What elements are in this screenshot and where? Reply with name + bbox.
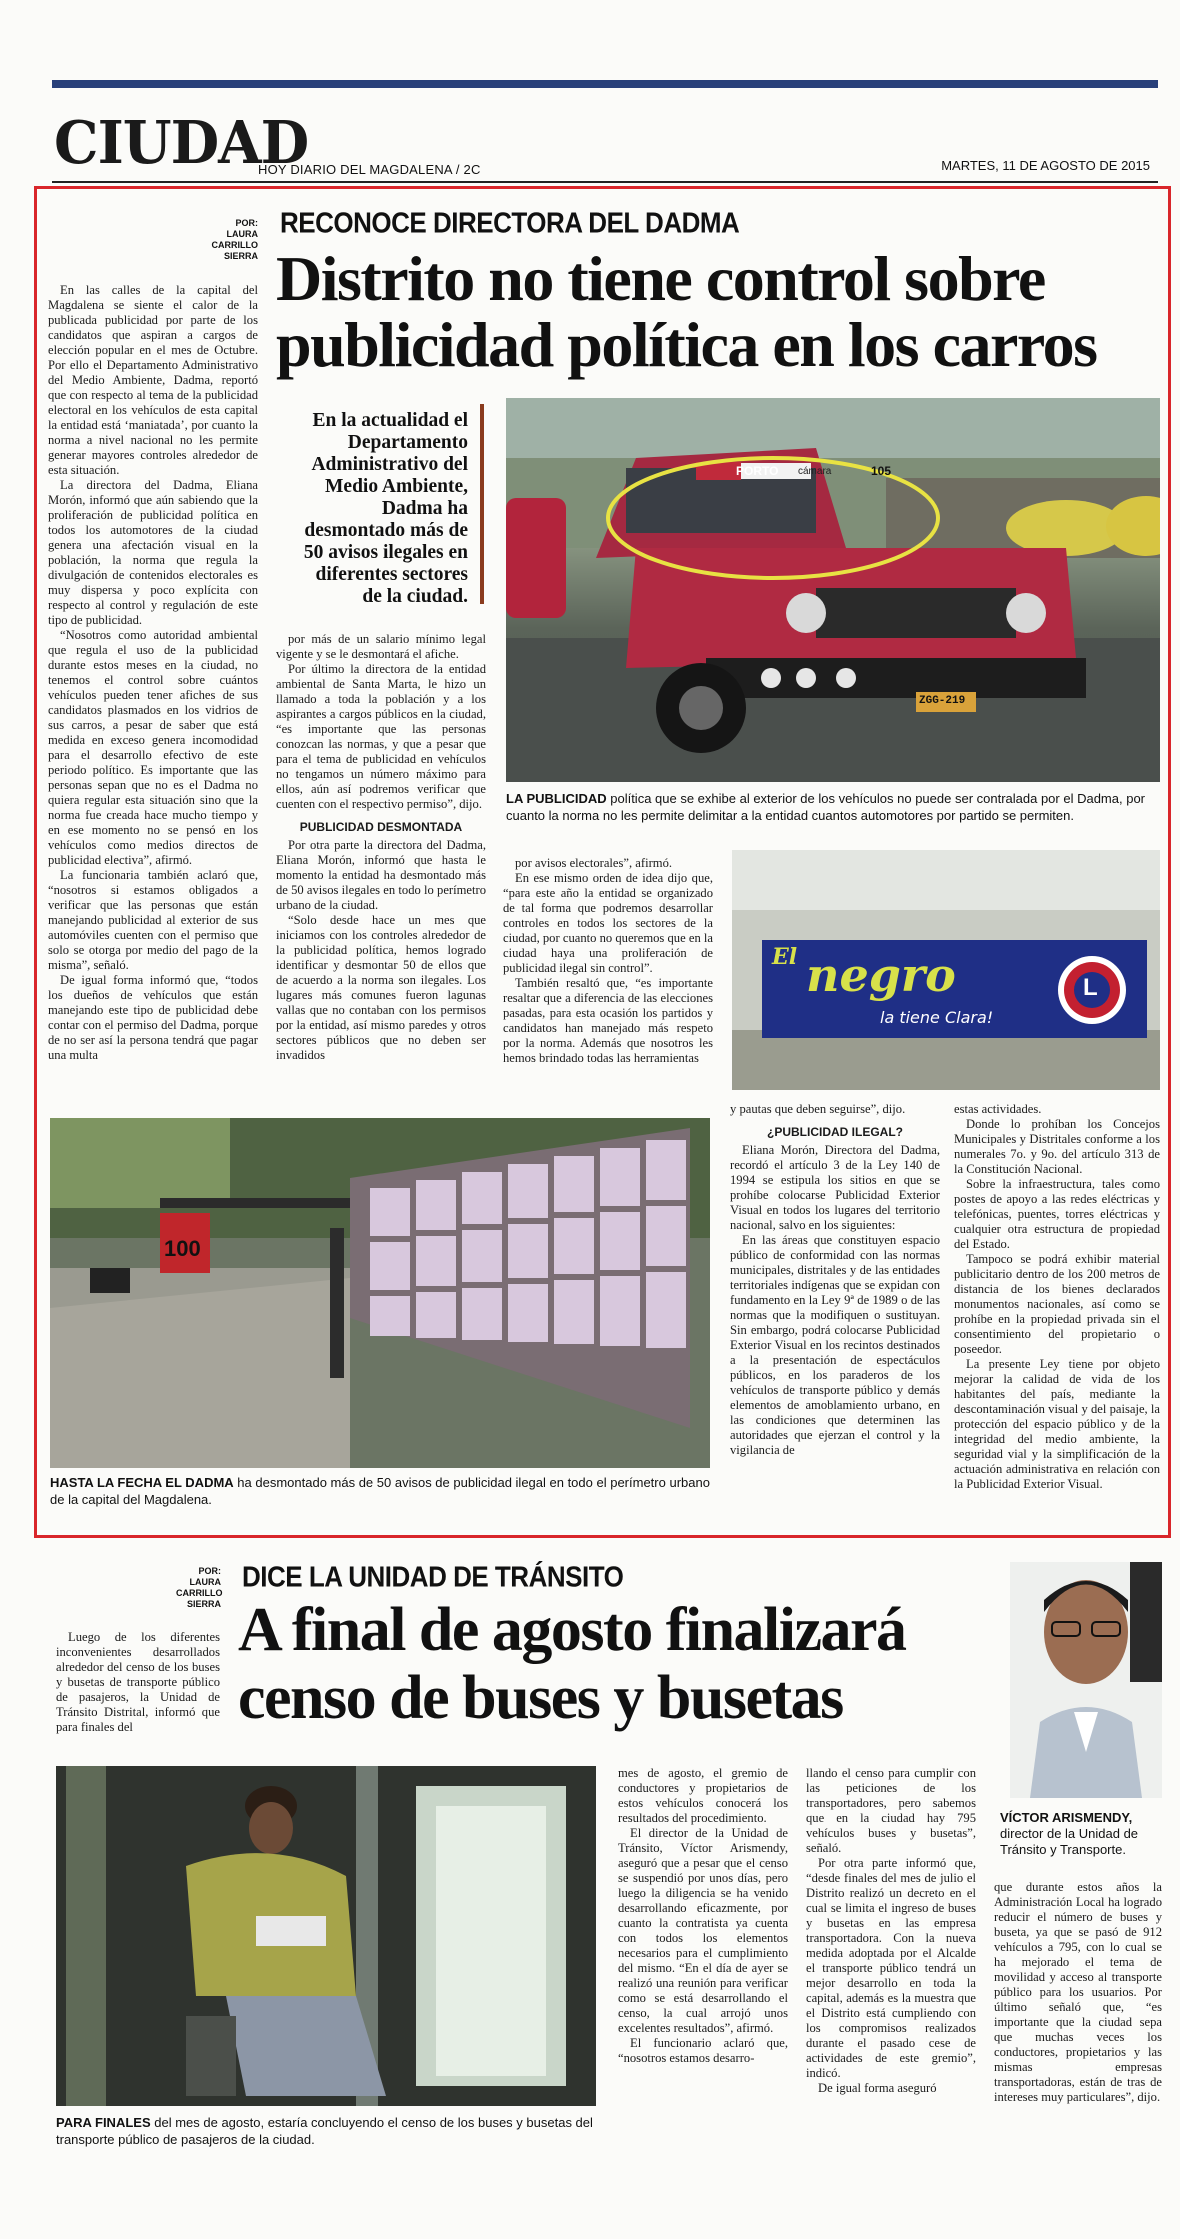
car-sign-number: 105 (871, 464, 892, 478)
portrait-photo (1010, 1562, 1162, 1798)
wall-banner-photo (732, 850, 1160, 1090)
subhead-publicidad-desmontada: PUBLICIDAD DESMONTADA (299, 820, 463, 834)
wall-photo-caption: HASTA LA FECHA EL DADMA ha desmontado más de 50 avisos de publicidad ilegal en todo el perímetro urbano de la capital del Magdalena. (50, 1475, 710, 1507)
subhead-publicidad-ilegal: ¿PUBLICIDAD ILEGAL? (767, 1125, 903, 1139)
car-sign-text: PORTO (736, 464, 779, 478)
masthead-rule (52, 181, 1158, 183)
banner-logo: L (1083, 974, 1098, 1001)
car-plate: ZGG-219 (919, 695, 966, 707)
car-photo-caption: LA PUBLICIDAD política que se exhibe al exterior de los vehículos no puede ser contralada por el Dadma, por cuanto la norma no les permite delimitar a la entidad cuantos automotores por partido se permiten. (506, 791, 1146, 823)
article2-column-3: llando el censo para cumplir con las peticiones de los transportadores, pero sabemos que en la ciudad hay 795 vehículos buses y busetas”, señaló. Por otra parte informó que, “desde finales del mes de julio el Distrito realizó un decreto en el cual se limita el ingreso de buses y busetas en las empresa transportadora. Con la nueva medida adoptada por el Alcalde el transporte público tendrá un mejor desarrollo en toda la capital, además es la muestra que el Distrito está cumpliendo con los compromisos realizados durante el pasado cese de actividades de este gremio”, indicó. De igual forma aseguró (806, 1766, 976, 2095)
newspaper-name: HOY DIARIO DEL MAGDALENA / 2C (258, 162, 481, 177)
poster-wall-photo (50, 1118, 710, 1468)
article1-column-5: estas actividades. Donde lo prohíban los Concejos Municipales y Distritales conforme a los numerales 7o. y 9o. del artículo 313 de la Constitución Nacional. Sobre la infraestructura, tales como postes de apoyo a las redes eléctricas y telefónicas, puentes, torres eléctricas y cualquier otra estructura de propiedad del Estado. Tampoco se podrá exhibir material publicitario dentro de los 200 metros de distancia de los bienes declarados monumentos nacionales, así como se prohíbe en la propiedad privada sin el consentimiento del propietario o poseedor. La presente Ley tiene por objeto mejorar la calidad de vida de los habitantes del país, mediante la descontaminación visual y del paisaje, la protección del espacio público y de la integridad del medio ambiente, la seguridad vial y la simplificación de la actuación administrativa en relación con la Publicidad Exterior Visual. (954, 1102, 1160, 1491)
banner-text-el: El (772, 944, 798, 970)
article1-column-1: En las calles de la capital del Magdalena se siente el calor de la publicada publicidad por parte de los candidatos que aspiran a cargos de elección popular en el mes de Octubre. Por ello el Departamento Administrativo del Medio Ambiente, Dadma, reportó que con respecto al tema de la publicidad electoral en los vehículos de esta capital la entidad está ‘maniatada’, por cuanto la norma a nivel nacional no les permite generar mayores controles alrededor de esta situación. La directora del Dadma, Eliana Morón, informó que aún sabiendo que la proliferación de publicidad política en todos los automotores de la ciudad genera una afectación visual en la población, la norma que regula la divulgación de contenidos electorales es muy dispersa y poco explícita con respecto al control y regulación de este tipo de publicidad. “Nosotros como autoridad ambiental que regula el uso de la publicidad durante estos meses en la ciudad, no tenemos el control sobre cuántos vehículos pueden tener afiches de sus candidatos plasmados en los vidrios de sus carros, a pesar de saber que está medida en exceso genera incomodidad para el desarrollo efectivo de este periodo político. Es importante que las personas sepan que no es el Dadma no quiera regular esta situación sino que la norma fue creada hace mucho tiempo y en ese momento no se pensó en los vehículos como medios directos de publicidad electiva”, afirmó. La funcionaria también aclaró que, “nosotros si estamos obligados a verificar que las personas que están manejando publicidad al exterior de sus automóviles cuenten con el permiso que solo se otorga por medio del pago de la misma”, señaló. De igual forma informó que, “todos los dueños de vehículos que están manejando este tipo de publicidad debe contar con el permiso del Dadma, porque de no ser así la persona tendrá que pagar una multa (48, 283, 258, 1062)
banner-text-negro: negro (806, 948, 956, 1002)
banner-text-slogan: la tiene Clara! (880, 1008, 994, 1027)
article1-column-3: por avisos electorales”, afirmó. En ese mismo orden de idea dijo que, “para este año la entidad se organizado de tal forma que podremos desarrollar controles en todos los sectores de la ciudad, por cuanto no queremos que en la ciudad haya una proliferación de publicidad ilegal sin control”. También resaltó que, “es importante resaltar que a diferencia de las elecciones pasadas, para esta ocasión los partidos y candidatos han manejado más respeto por la norma. Además que nosotros les hemos brindado todas las herramientas (503, 856, 713, 1065)
article1-byline: POR: LAURA CARRILLO SIERRA (211, 218, 258, 261)
article2-byline: POR: LAURA CARRILLO SIERRA (176, 1566, 223, 1609)
article1-column-2: por más de un salario mínimo legal vigente y se le desmontará el afiche. Por último la directora de la entidad ambiental de Santa Marta, le hizo un llamado a toda la población y a los aspirantes a cargos públicos en la ciudad, “es importante que las personas conozcan las normas, y que a pesar que para el tema de publicidad en vehículos no tengamos un número máximo para ellos, aún así podremos verificar que cuenten con el respectivo permiso”, dijo. PUBLICIDAD DESMONTADA Por otra parte la directora del Dadma, Eliana Morón, informó que hasta le momento la entidad ha desmontado más de 50 avisos ilegales en todo lo perímetro urbano de la ciudad. “Solo desde hace un mes que iniciamos con los controles alrededor de la publicidad política, hemos logrado identificar y desmontar 50 de ellos que de acuerdo a la norma son ilegales. Los lugares más comunes fueron lagunas vallas que no contaban con los permisos por la entidad, así mismo paredes y otros sectores públicos que no deben ser invadidos (276, 632, 486, 1062)
portrait-caption: VÍCTOR ARISMENDY, director de la Unidad de Tránsito y Transporte. (1000, 1810, 1139, 1857)
issue-date: MARTES, 11 DE AGOSTO DE 2015 (941, 158, 1150, 173)
pullquote-rule (480, 404, 484, 604)
article1-pullquote: En la actualidad el Departamento Administrativo del Medio Ambiente, Dadma ha desmontado más de 50 avisos ilegales en diferentes sectores de la ciudad. (303, 410, 468, 607)
section-title: CIUDAD (54, 108, 309, 178)
article2-column-4: que durante estos años la Administración Local ha logrado reducir el número de buses y buseta, ya que se pasó de 912 vehículos a 795, con lo cual se ha mejorado el tema de movilidad y acceso al transporte público para los usuarios. Por último señaló que, “es importante que la ciudad sepa que muchas veces los conductores, propietarios y las mismas empresas transportadoras, están de tras de intereses muy particulares”, dijo. (994, 1880, 1162, 2104)
article2-column-1: Luego de los diferentes inconvenientes desarrollados alrededor del censo de los buses y busetas de transporte público de pasajeros, la Unidad de Tránsito Distrital, informó que para finales del (56, 1630, 220, 1734)
bus-photo-caption: PARA FINALES del mes de agosto, estaría concluyendo el censo de los buses y busetas del transporte público de pasajeros de la ciudad. (56, 2115, 593, 2147)
article1-column-4: y pautas que deben seguirse”, dijo. ¿PUBLICIDAD ILEGAL? Eliana Morón, Directora del Dadma, recordó el artículo 3 de la Ley 140 de 1994 se estipula los sitios en que se prohíbe colocarse Publicidad Exterior Visual en todos los lugares del territorio nacional, salvo en los siguientes: En las áreas que constituyen espacio público de conformidad con las normas municipales, distritales y de las entidades territoriales indígenas que se expidan con fundamento en la Ley 9ª de 1989 o de las normas que la modifiquen o sustituyan. Sin embargo, podrá colocarse Publicidad Exterior Visual en los recintos destinados a la presentación de espectáculos públicos, en los paraderos de los vehículos de transporte público y demás elementos de amoblamiento urbano, en las condiciones que determinen las autoridades que ejerzan el control y la vigilancia de (730, 1102, 940, 1457)
masthead-top-bar (52, 80, 1158, 88)
bus-photo (56, 1766, 596, 2106)
article1-kicker: RECONOCE DIRECTORA DEL DADMA (280, 206, 740, 239)
article1-headline: Distrito no tiene control sobre publicidad política en los carros (276, 243, 1097, 380)
article2-column-2: mes de agosto, el gremio de conductores y propietarios de estos vehículos conocerá los resultados del procedimiento. El director de la Unidad de Tránsito, Víctor Arismendy, aseguró que a pesar que el censo se suspendió por unos días, pero luego la diligencia se ha venido desarrollando eficazmente, por cuanto la contratista ya cuenta con todos los elementos necesarios para el cumplimiento del mismo. “En el día de ayer se realizó una reunión para verificar como se está desarrollando el censo, la cual arrojó unos excelentes resultados”, afirmó. El funcionario aclaró que, “nosotros estamos desarro- (618, 1766, 788, 2065)
article2-kicker: DICE LA UNIDAD DE TRÁNSITO (242, 1560, 624, 1593)
car-photo (506, 398, 1160, 782)
street-sign-number: 100 (164, 1236, 201, 1261)
car-sign-camara: cámara (798, 466, 832, 477)
article2-headline: A final de agosto finalizará censo de buses y busetas (238, 1596, 906, 1732)
